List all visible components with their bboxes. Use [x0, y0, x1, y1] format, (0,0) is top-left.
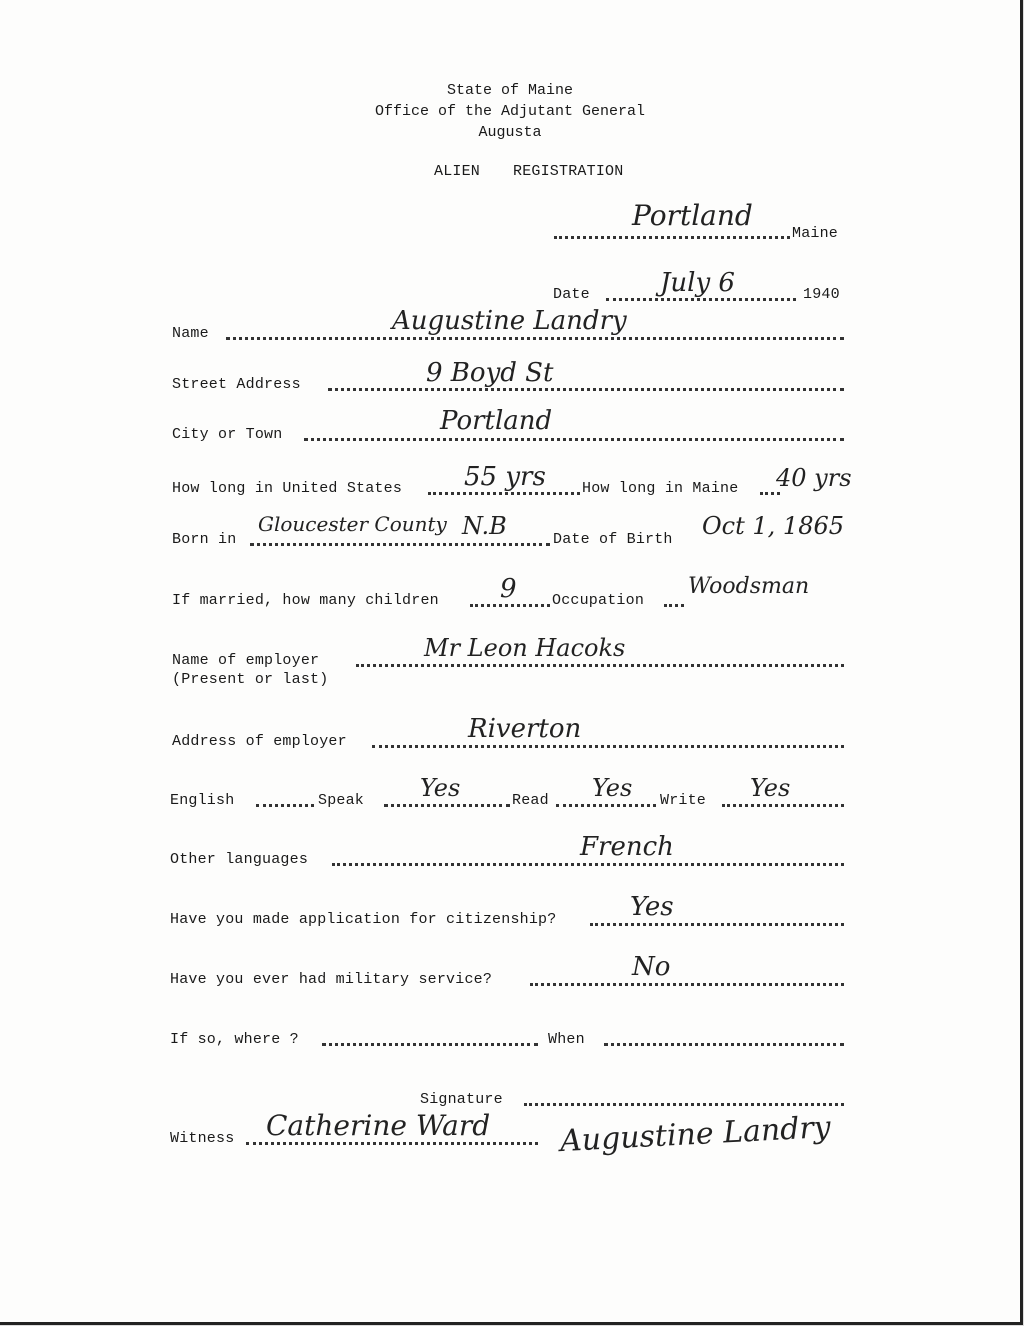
employer-address-label: Address of employer [172, 733, 347, 750]
date-label: Date [553, 286, 590, 303]
witness-value: Catherine Ward [266, 1109, 491, 1142]
date-dots [606, 298, 796, 301]
other-languages-dots [332, 863, 844, 866]
born-in-dots [250, 543, 550, 546]
employer-label: Name of employer [172, 652, 320, 669]
speak-dots [384, 804, 510, 807]
born-in-province: N.B [462, 512, 507, 540]
how-long-maine-dots [760, 492, 780, 495]
street-dots [328, 388, 844, 391]
if-so-dots [322, 1043, 538, 1046]
citizenship-value: Yes [630, 892, 674, 922]
city-dots [304, 438, 844, 441]
read-value: Yes [592, 774, 633, 802]
name-label: Name [172, 325, 209, 342]
header-city: Augusta [478, 124, 542, 141]
employer-dots [356, 664, 844, 667]
signature-value: Augustine Landry [559, 1109, 832, 1160]
dob-value: Oct 1, 1865 [702, 512, 844, 540]
military-dots [530, 983, 844, 986]
employer-address-value: Riverton [468, 714, 582, 744]
read-dots [556, 804, 656, 807]
children-dots [470, 604, 550, 607]
write-dots [722, 804, 844, 807]
when-dots [604, 1043, 844, 1046]
how-long-maine-value: 40 yrs [776, 464, 852, 492]
date-year: 1940 [803, 286, 840, 303]
header-office: Office of the Adjutant General [374, 103, 646, 120]
occupation-value: Woodsman [688, 574, 810, 599]
date-value: July 6 [660, 268, 735, 298]
signature-dots [524, 1103, 844, 1106]
military-value: No [632, 952, 671, 982]
occupation-dots [664, 604, 684, 607]
header-state: State of Maine [446, 82, 574, 99]
dob-label: Date of Birth [553, 531, 673, 548]
employer-value: Mr Leon Hacoks [424, 634, 626, 662]
street-value: 9 Boyd St [426, 358, 554, 388]
city-value: Portland [440, 406, 553, 436]
speak-value: Yes [420, 774, 461, 802]
witness-dots [246, 1142, 538, 1145]
title-alien: ALIEN [434, 163, 481, 180]
english-label: English [170, 792, 235, 809]
if-so-label: If so, where ? [170, 1031, 299, 1048]
write-value: Yes [750, 774, 791, 802]
witness-label: Witness [170, 1130, 235, 1147]
read-label: Read [512, 792, 549, 809]
name-value: Augustine Landry [392, 306, 627, 336]
title-registration: REGISTRATION [513, 163, 624, 180]
other-languages-label: Other languages [170, 851, 309, 868]
occupation-label: Occupation [552, 592, 645, 609]
street-label: Street Address [172, 376, 301, 393]
born-in-label: Born in [172, 531, 237, 548]
born-in-value: Gloucester County [258, 512, 447, 536]
place-dots [554, 236, 790, 239]
city-label: City or Town [172, 426, 283, 443]
signature-label: Signature [420, 1091, 503, 1108]
how-long-maine-label: How long in Maine [582, 480, 739, 497]
place-value: Portland [632, 199, 753, 232]
citizenship-label: Have you made application for citizenship? [170, 911, 557, 928]
children-label: If married, how many children [172, 592, 439, 609]
place-suffix: Maine [792, 225, 839, 242]
employer-sublabel: (Present or last) [172, 671, 329, 688]
employer-address-dots [372, 745, 844, 748]
how-long-us-value: 55 yrs [464, 462, 546, 492]
citizenship-dots [590, 923, 844, 926]
how-long-us-dots [428, 492, 580, 495]
write-label: Write [660, 792, 707, 809]
children-value: 9 [500, 574, 517, 604]
name-dots [226, 337, 844, 340]
other-languages-value: French [580, 832, 674, 862]
when-label: When [548, 1031, 585, 1048]
english-dots [256, 804, 314, 807]
speak-label: Speak [318, 792, 365, 809]
how-long-us-label: How long in United States [172, 480, 403, 497]
military-label: Have you ever had military service? [170, 971, 493, 988]
